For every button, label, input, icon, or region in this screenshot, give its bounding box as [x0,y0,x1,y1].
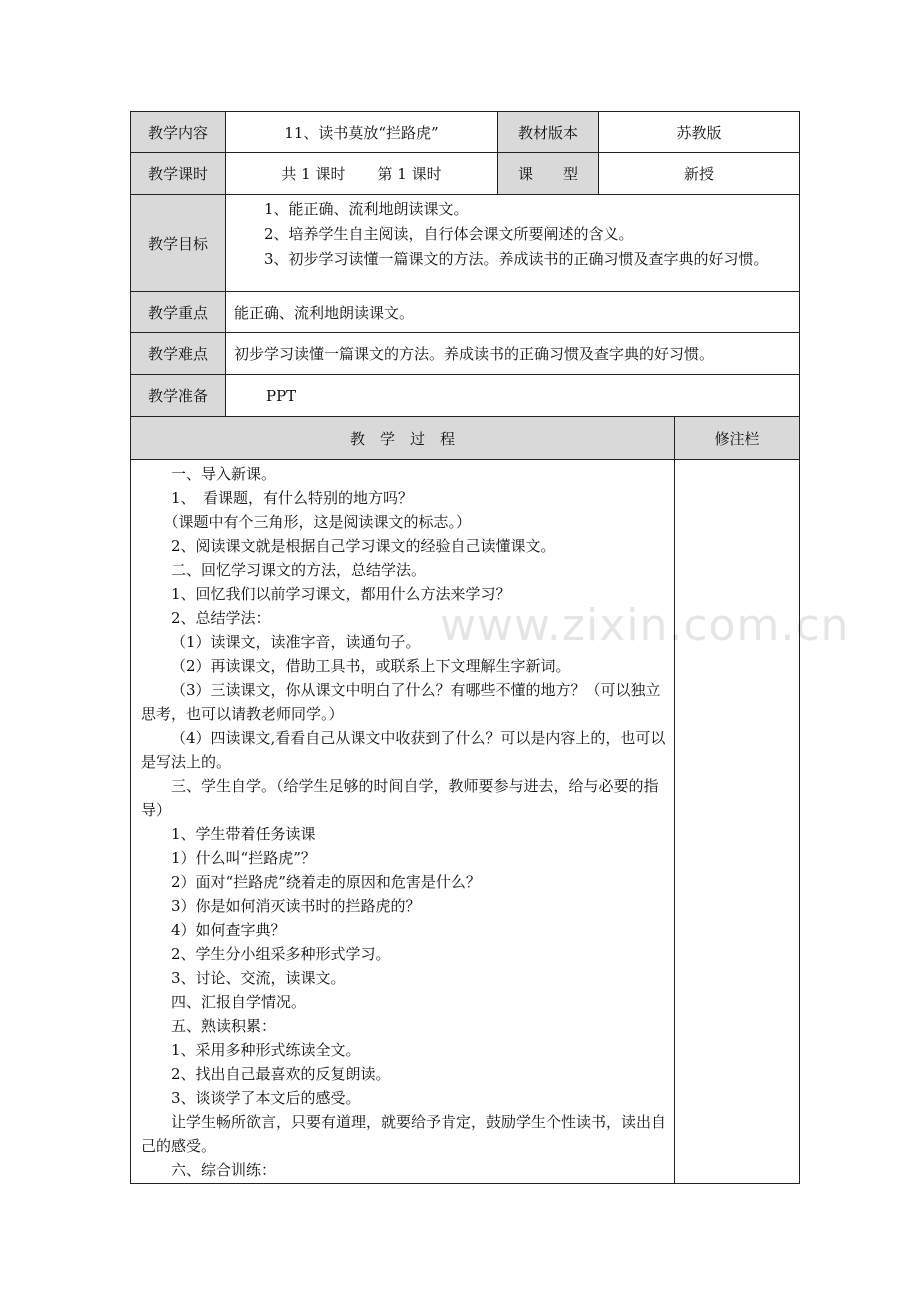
watermark: www.zixin.com.cn [440,600,850,651]
preparation-label: 教学准备 [130,374,226,417]
process-line: 3）你是如何消灭读书时的拦路虎的？ [171,897,421,915]
process-line: 三、学生自学。（给学生足够的时间自学，教师要参与进去，给与必要的指导） [141,777,659,819]
process-line: 3、讨论、交流，读课文。 [171,969,346,987]
process-line: （4）四读课文,看看自己从课文中收获到了什么？可以是内容上的，也可以是写法上的。 [141,729,666,771]
process-line: 2、总结学法： [171,609,271,627]
edition-value: 苏教版 [598,111,800,153]
notes-column [674,459,800,1184]
process-line: 2、学生分小组采多种形式学习。 [171,945,391,963]
type-label: 课 型 [497,152,599,195]
difficulties-label: 教学难点 [130,332,226,375]
process-line: 1）什么叫“拦路虎”？ [171,849,316,867]
objective-item: 3、初步学习读懂一篇课文的方法。养成读书的正确习惯及查字典的好习惯。 [264,250,769,268]
key-points-value: 能正确、流利地朗读课文。 [225,291,800,333]
objectives-label: 教学目标 [130,194,226,292]
process-line: 3、谈谈学了本文后的感受。 [171,1089,361,1107]
process-header: 教 学 过 程 [130,416,675,460]
content-value: 11、读书莫放“拦路虎” [225,111,498,153]
process-line: （课题中有个三角形，这是阅读课文的标志。） [163,513,472,531]
process-line: 1、采用多种形式练读全文。 [171,1041,361,1059]
difficulties-value: 初步学习读懂一篇课文的方法。养成读书的正确习惯及查字典的好习惯。 [225,332,800,375]
hours-total: 共 1 课时 [281,165,346,183]
process-line: 四、汇报自学情况。 [171,993,307,1011]
process-line: 让学生畅所欲言，只要有道理，就要给予肯定，鼓励学生个性读书，读出自己的感受。 [141,1113,667,1155]
content-label: 教学内容 [130,111,226,153]
process-line: （3）三读课文，你从课文中明白了什么？有哪些不懂的地方？（可以独立思考，也可以请教老师同学。） [141,681,661,723]
objectives-list [225,194,800,292]
process-line: 二、回忆学习课文的方法，总结学法。 [171,561,427,579]
process-line: 4）如何查字典？ [171,921,286,939]
preparation-value: PPT [225,374,800,417]
process-line: 1、学生带着任务读课 [171,825,316,843]
lesson-plan-table [130,111,800,1184]
process-line: 1、 看课题，有什么特别的地方吗？ [171,489,414,507]
type-value: 新授 [598,152,800,195]
process-body [130,459,675,1184]
objective-item: 2、培养学生自主阅读，自行体会课文所要阐述的含义。 [264,225,634,243]
objective-item: 1、能正确、流利地朗读课文。 [264,200,469,218]
notes-header: 修注栏 [674,416,800,460]
process-line: 1、回忆我们以前学习课文，都用什么方法来学习？ [171,585,511,603]
edition-label: 教材版本 [497,111,599,153]
hours-current: 第 1 课时 [377,165,442,183]
hours-label: 教学课时 [130,152,226,195]
process-line: 2、找出自己最喜欢的反复朗读。 [171,1065,391,1083]
process-line: 2、阅读课文就是根据自己学习课文的经验自己读懂课文。 [171,537,556,555]
process-line: 五、熟读积累： [171,1017,277,1035]
process-line: 六、综合训练： [171,1161,277,1179]
process-line: （1）读课文，读准字音，读通句子。 [171,633,421,651]
process-line: 2）面对“拦路虎”绕着走的原因和危害是什么？ [171,873,481,891]
process-line: （2）再读课文，借助工具书，或联系上下文理解生字新词。 [171,657,571,675]
key-points-label: 教学重点 [130,291,226,333]
hours-value [225,152,498,195]
process-line: 一、导入新课。 [171,465,277,483]
